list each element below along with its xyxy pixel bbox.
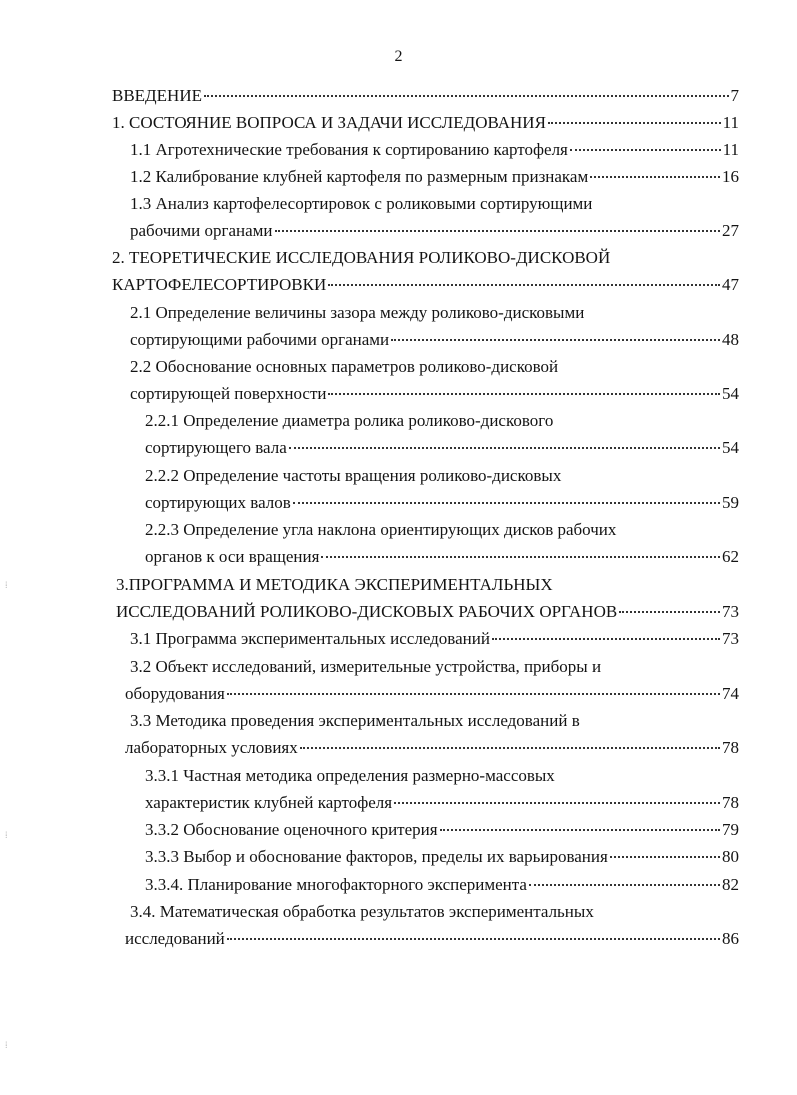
dot-leader — [394, 802, 720, 804]
toc-entry-title-cont: ИССЛЕДОВАНИЙ РОЛИКОВО-ДИСКОВЫХ РАБОЧИХ ОРГАНОВ — [116, 602, 618, 621]
toc-entry-title: 3.4. Математическая обработка результатов экспериментальных — [130, 902, 594, 921]
toc-entry-page: 78 — [722, 793, 739, 812]
dot-leader — [328, 393, 720, 395]
toc-entry-title-cont: рабочими органами — [130, 221, 273, 240]
toc-entry-page: 16 — [722, 167, 739, 186]
dot-leader — [590, 176, 720, 178]
dot-leader — [300, 747, 720, 749]
dot-leader — [548, 122, 721, 124]
dot-leader — [529, 884, 720, 886]
toc-entry-page: 7 — [730, 86, 739, 105]
dot-leader — [227, 693, 720, 695]
toc-entry-section-2-2 — [130, 380, 739, 407]
toc-entry-page: 82 — [722, 875, 739, 894]
toc-entry-title-cont: исследований — [125, 929, 225, 948]
dot-leader — [610, 856, 720, 858]
toc-entry-section-1-1 — [130, 136, 739, 163]
toc-entry-title: 2.2.2 Определение частоты вращения роликово-дисковых — [145, 466, 562, 485]
toc-entry-section-3-2-line1 — [130, 653, 601, 680]
toc-entry-title: 3.ПРОГРАММА И МЕТОДИКА ЭКСПЕРИМЕНТАЛЬНЫХ — [116, 575, 553, 594]
toc-entry-section-2-2-3 — [145, 543, 739, 570]
toc-entry-title: 3.3.2 Обоснование оценочного критерия — [145, 820, 438, 839]
toc-entry-section-3-4-line1 — [130, 898, 594, 925]
toc-entry-section-3-3-3 — [145, 843, 739, 870]
dot-leader — [391, 339, 720, 341]
toc-entry-section-3-4 — [125, 925, 739, 952]
toc-entry-page: 47 — [722, 275, 739, 294]
toc-entry-section-3-3-4 — [145, 871, 739, 898]
dot-leader — [321, 556, 720, 558]
toc-entry-section-2-1 — [130, 326, 739, 353]
dot-leader — [289, 447, 720, 449]
toc-entry-page: 48 — [722, 330, 739, 349]
toc-entry-section-3-3-2 — [145, 816, 739, 843]
toc-entry-title: 1.2 Калибрование клубней картофеля по размерным признакам — [130, 167, 589, 186]
toc-entry-section-2-2-1 — [145, 434, 739, 461]
dot-leader — [275, 230, 720, 232]
toc-entry-title-cont: сортирующей поверхности — [130, 384, 327, 403]
toc-entry-section-2-2-2-line1 — [145, 462, 561, 489]
toc-entry-section-3 — [116, 598, 739, 625]
toc-entry-title-cont: сортирующего вала — [145, 438, 287, 457]
toc-entry-page: 78 — [722, 738, 739, 757]
scan-artifact: ⁞ — [5, 1040, 8, 1050]
scan-artifact: ⁞ — [5, 580, 8, 590]
toc-entry-section-3-1 — [130, 625, 739, 652]
toc-entry-section-3-2 — [125, 680, 739, 707]
toc-entry-page: 73 — [722, 629, 739, 648]
dot-leader — [619, 611, 720, 613]
toc-entry-title: 2.2.1 Определение диаметра ролика роликово-дискового — [145, 411, 554, 430]
toc-entry-section-3-3 — [125, 734, 739, 761]
page-number: 2 — [394, 48, 403, 65]
toc-entry-page: 86 — [722, 929, 739, 948]
toc-entry-section-3-3-1-line1 — [145, 762, 555, 789]
toc-entry-title-cont: органов к оси вращения — [145, 547, 320, 566]
toc-entry-title: 3.3.4. Планирование многофакторного эксперимента — [145, 875, 527, 894]
toc-entry-section-2-2-1-line1 — [145, 407, 553, 434]
toc-entry-title: 3.2 Объект исследований, измерительные устройства, приборы и — [130, 657, 602, 676]
toc-entry-page: 74 — [722, 684, 739, 703]
dot-leader — [570, 149, 721, 151]
toc-entry-title: 2.2 Обоснование основных параметров роликово-дисковой — [130, 357, 559, 376]
toc-entry-title-cont: КАРТОФЕЛЕСОРТИРОВКИ — [112, 275, 327, 294]
toc-entry-title-cont: лабораторных условиях — [125, 738, 298, 757]
toc-entry-section-2-2-3-line1 — [145, 516, 616, 543]
toc-entry-page: 80 — [722, 847, 739, 866]
toc-entry-title-cont: сортирующих валов — [145, 493, 291, 512]
toc-entry-title: 1.3 Анализ картофелесортировок с роликовыми сортирующими — [130, 194, 593, 213]
toc-entry-section-3-line1 — [116, 571, 553, 598]
toc-entry-title: 1.1 Агротехнические требования к сортированию картофеля — [130, 140, 568, 159]
dot-leader — [328, 284, 720, 286]
dot-leader — [227, 938, 720, 940]
toc-entry-page: 79 — [722, 820, 739, 839]
toc-entry-page: 11 — [722, 113, 739, 132]
toc-entry-section-1-3 — [130, 217, 739, 244]
toc-entry-section-3-3-1 — [145, 789, 739, 816]
toc-entry-section-2 — [112, 271, 739, 298]
toc-entry-page: 73 — [722, 602, 739, 621]
toc-entry-introduction — [112, 82, 739, 109]
toc-entry-section-1-3-line1 — [130, 190, 592, 217]
dot-leader — [492, 638, 720, 640]
toc-entry-page: 54 — [722, 384, 739, 403]
dot-leader — [440, 829, 720, 831]
toc-entry-title: 1. СОСТОЯНИЕ ВОПРОСА И ЗАДАЧИ ИССЛЕДОВАНИЯ — [112, 113, 546, 132]
toc-entry-title: 3.3.1 Частная методика определения размерно-массовых — [145, 766, 555, 785]
toc-entry-title-cont: оборудования — [125, 684, 225, 703]
dot-leader — [293, 502, 720, 504]
toc-entry-title: 2.1 Определение величины зазора между роликово-дисковыми — [130, 303, 585, 322]
toc-entry-page: 27 — [722, 221, 739, 240]
toc-entry-section-2-2-2 — [145, 489, 739, 516]
toc-entry-section-2-2-line1 — [130, 353, 558, 380]
toc-entry-title: ВВЕДЕНИЕ — [112, 86, 202, 105]
toc-entry-section-1 — [112, 109, 739, 136]
toc-entry-section-2-1-line1 — [130, 299, 584, 326]
scan-artifact: ⁞ — [5, 830, 8, 840]
toc-entry-page: 11 — [722, 140, 739, 159]
toc-entry-title: 3.3.3 Выбор и обоснование факторов, пределы их варьирования — [145, 847, 608, 866]
toc-entry-title: 3.1 Программа экспериментальных исследований — [130, 629, 490, 648]
toc-entry-title: 3.3 Методика проведения экспериментальных исследований в — [130, 711, 580, 730]
toc-entry-title-cont: сортирующими рабочими органами — [130, 330, 390, 349]
toc-entry-section-2-line1 — [112, 244, 610, 271]
toc-entry-page: 59 — [722, 493, 739, 512]
toc-entry-title-cont: характеристик клубней картофеля — [145, 793, 393, 812]
toc-entry-page: 54 — [722, 438, 739, 457]
toc-entry-title: 2.2.3 Определение угла наклона ориентирующих дисков рабочих — [145, 520, 617, 539]
toc-entry-section-3-3-line1 — [130, 707, 580, 734]
toc-entry-page: 62 — [722, 547, 739, 566]
toc-entry-title: 2. ТЕОРЕТИЧЕСКИЕ ИССЛЕДОВАНИЯ РОЛИКОВО-ДИСКОВОЙ — [112, 248, 611, 267]
toc-entry-section-1-2 — [130, 163, 739, 190]
dot-leader — [204, 95, 729, 97]
